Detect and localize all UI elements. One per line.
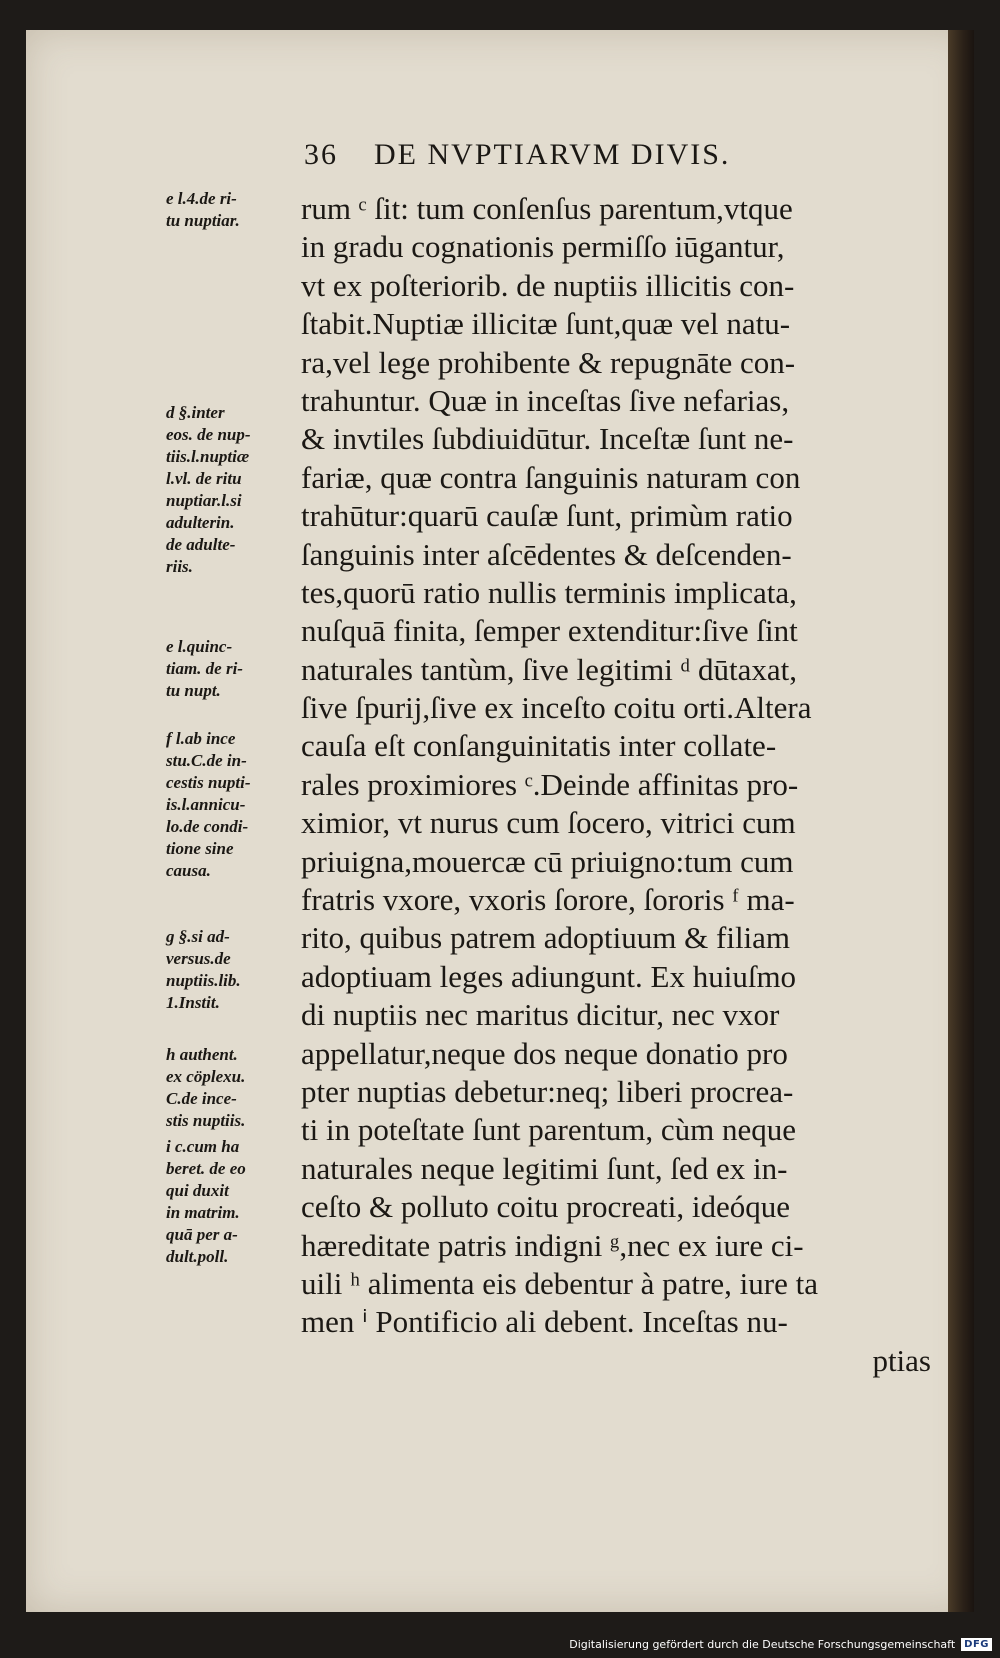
text-line: hæreditate patris indigni ᵍ,nec ex iure ci-	[301, 1227, 804, 1263]
text-line: di nuptiis nec maritus dicitur, nec vxor	[301, 997, 780, 1033]
text-line: uili ʰ alimenta eis debentur à patre, iure ta	[301, 1265, 818, 1301]
margin-note-d: d §.inter eos. de nup- tiis.l.nuptiæ l.vl. de ritu nuptiar.l.si adulterin. de adulte- riis.	[166, 403, 251, 576]
text-line: adoptiuam leges adiungunt. Ex huiuſmo	[301, 958, 797, 994]
margin-note-h: h authent. ex cöplexu. C.de ince- stis nuptiis.	[166, 1045, 246, 1130]
book-page	[26, 30, 974, 1612]
margin-note-i: i c.cum ha beret. de eo qui duxit in matrim. quā per a- dult.poll.	[166, 1137, 246, 1266]
text-line: ra,vel lege prohibente & repugnāte con-	[301, 344, 796, 380]
page-edge	[948, 30, 974, 1612]
margin-note-f: f l.ab ince stu.C.de in- cestis nupti- is.l.annicu- lo.de condi- tione sine causa.	[166, 729, 251, 880]
text-line: naturales tantùm, ſive legitimi ᵈ dūtaxat,	[301, 651, 798, 687]
text-line: ceſto & polluto coitu procreati, ideóque	[301, 1189, 790, 1225]
text-line: fratris vxore, vxoris ſorore, ſororis ᶠ ma-	[301, 882, 795, 918]
margin-note-e2: e l.quinc- tiam. de ri- tu nupt.	[166, 637, 243, 700]
text-line: ſive ſpurij,ſive ex inceſto coitu orti.Altera	[301, 690, 812, 726]
text-line: men ⁱ Pontificio ali debent. Inceſtas nu-	[301, 1304, 788, 1340]
margin-note-e: e l.4.de ri- tu nuptiar.	[166, 189, 240, 230]
dfg-logo: DFG	[961, 1638, 992, 1651]
text-line: vt ex poſteriorib. de nuptiis illicitis con-	[301, 267, 795, 303]
text-line: rales proximiores ᶜ.Deinde affinitas pro-	[301, 766, 799, 802]
catchword: ptias	[872, 1342, 931, 1378]
margin-note-g: g §.si ad- versus.de nuptiis.lib. 1.Instit.	[166, 927, 241, 1012]
text-line: tes,quorū ratio nullis terminis implicata,	[301, 574, 797, 610]
text-line: ſtabit.Nuptiæ illicitæ ſunt,quæ vel natu-	[301, 306, 791, 342]
page-number: 36	[304, 138, 338, 171]
text-line: priuigna,mouercæ cū priuigno:tum cum	[301, 843, 794, 879]
text-line: naturales neque legitimi ſunt, ſed ex in-	[301, 1150, 788, 1186]
body-text	[301, 190, 941, 1380]
running-header	[304, 138, 884, 174]
text-line: ti in poteſtate ſunt parentum, cùm neque	[301, 1112, 797, 1148]
text-line: trahuntur. Quæ in inceſtas ſive nefarias,	[301, 382, 790, 418]
text-line: cauſa eſt conſanguinitatis inter collate-	[301, 728, 777, 764]
text-line: ſanguinis inter aſcēdentes & deſcenden-	[301, 536, 792, 572]
text-line: appellatur,neque dos neque donatio pro	[301, 1035, 788, 1071]
text-line: in gradu cognationis permiſſo iūgantur,	[301, 229, 785, 265]
text-line: rito, quibus patrem adoptiuum & filiam	[301, 920, 791, 956]
text-line: rum ᶜ ſit: tum conſenſus parentum,vtque	[301, 191, 793, 226]
text-line: nuſquā finita, ſemper extenditur:ſive ſint	[301, 613, 798, 649]
running-head-title: DE NVPTIARVM DIVIS.	[374, 138, 731, 171]
text-line: trahūtur:quarū cauſæ ſunt, primùm ratio	[301, 498, 793, 534]
text-line: pter nuptias debetur:neq; liberi procrea-	[301, 1073, 794, 1109]
digitization-credit	[569, 1634, 992, 1654]
text-line: & invtiles ſubdiuidūtur. Inceſtæ ſunt ne-	[301, 421, 794, 457]
text-line: ximior, vt nurus cum ſocero, vitrici cum	[301, 805, 796, 841]
credit-text: Digitalisierung gefördert durch die Deutsche Forschungsgemeinschaft	[569, 1637, 956, 1651]
text-line: fariæ, quæ contra ſanguinis naturam con	[301, 459, 801, 495]
